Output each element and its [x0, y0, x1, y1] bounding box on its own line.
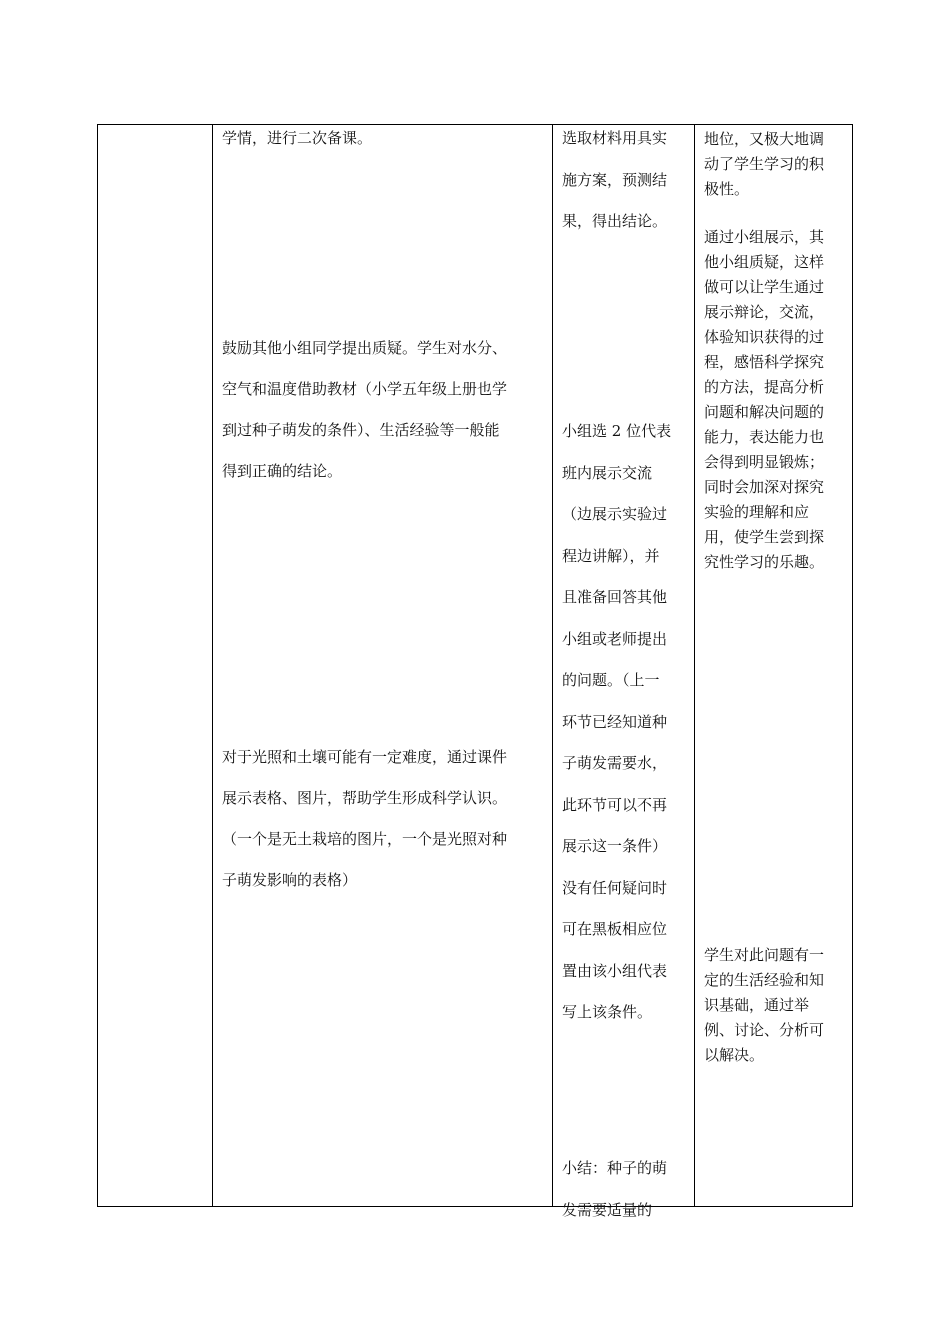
- student-text-3: 小结：种子的萌 发需要适量的: [562, 1159, 668, 1219]
- intent-text-3: 学生对此问题有一 定的生活经验和知 识基础，通过举 例、讨论、分析可 以解决。: [704, 946, 825, 1064]
- student-text-2: 小组选 2 位代表 班内展示交流 （边展示实验过 程边讲解），并 且准备回答其他 小组或老师提出 的问题。（上一 环节已经知道种 子萌发需要水， 此环节可以不再 展示这一条件） 没有任何疑问时 可在黑板相应位 置由该小组代表 写上该条件。: [562, 422, 672, 1021]
- teacher-text-1: 学情，进行二次备课。: [222, 129, 373, 147]
- table-cell-stage: [98, 125, 212, 1206]
- table-cell-teacher-activity: [213, 125, 552, 1206]
- table-cell-design-intent: [695, 125, 852, 1206]
- teacher-text-2: 鼓励其他小组同学提出质疑。学生对水分、 空气和温度借助教材（小学五年级上册也学 到过种子萌发的条件）、生活经验等一般能 得到正确的结论。: [222, 339, 508, 480]
- lesson-plan-table: [97, 124, 853, 1219]
- intent-text-1: 地位，又极大地调 动了学生学习的积 极性。: [704, 130, 825, 198]
- table-cell-student-activity: [553, 125, 694, 1219]
- student-text-1: 选取材料用具实 施方案，预测结 果，得出结论。: [562, 129, 668, 230]
- teacher-text-3: 对于光照和土壤可能有一定难度，通过课件 展示表格、图片，帮助学生形成科学认识。 （一个是无土栽培的图片，一个是光照对种 子萌发影响的表格）: [222, 748, 508, 889]
- intent-text-2: 通过小组展示，其 他小组质疑，这样 做可以让学生通过 展示辩论，交流， 体验知识获得的过 程，感悟科学探究 的方法，提高分析 问题和解决问题的 能力，表达能力也 会得到明显锻炼； 同时会加深对探究 实验的理解和应 用，使学生尝到探 究性学习的乐趣。: [704, 228, 825, 571]
